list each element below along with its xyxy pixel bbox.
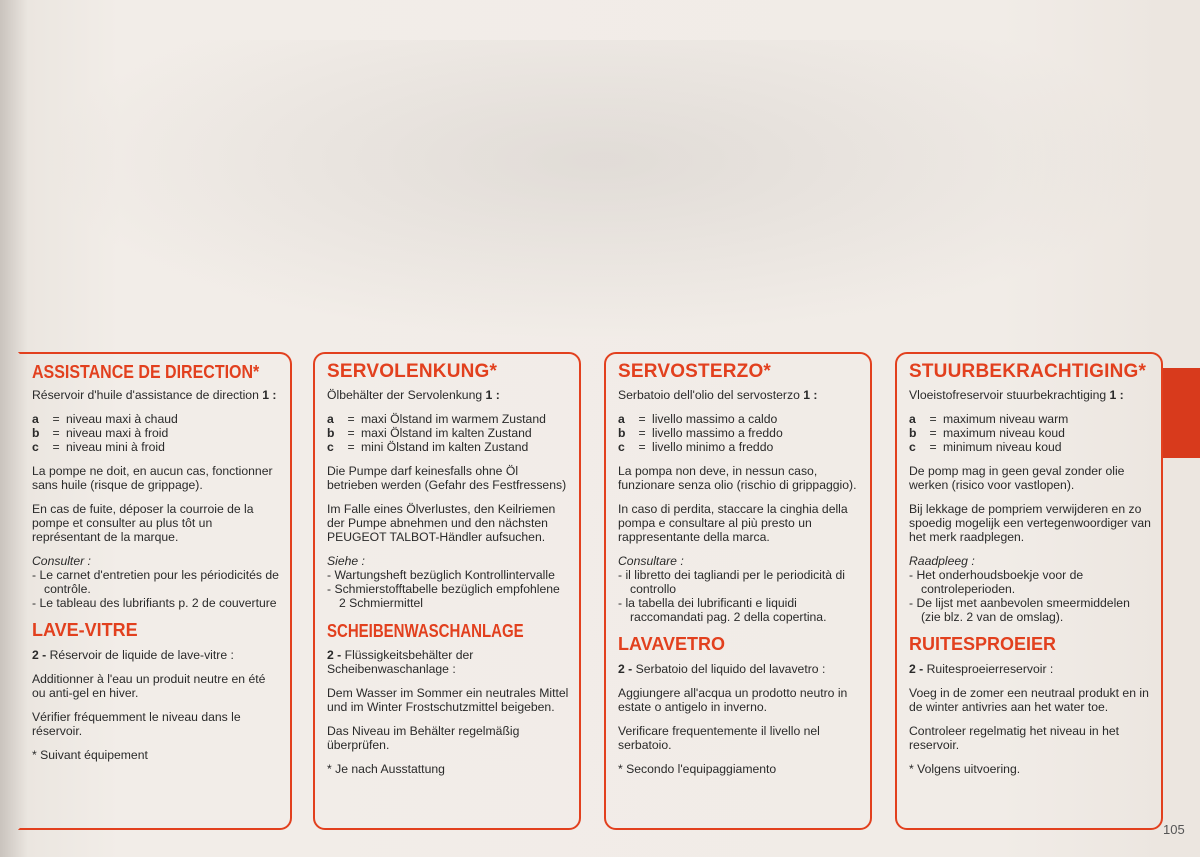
paragraph: Die Pumpe darf keinesfalls ohne Öl betrieben werden (Gefahr des Festfressens): [327, 464, 567, 492]
section-title: SERVOSTERZO*: [618, 361, 772, 382]
list-item: - il libretto dei tagliandi per le periodicità di controllo: [618, 568, 860, 596]
spec-c: c = minimum niveau koud: [909, 440, 1062, 454]
intro-text: Serbatoio dell'olio del servosterzo 1 :: [618, 388, 818, 402]
paragraph: Additionner à l'eau un produit neutre en été ou anti-gel en hiver.: [32, 672, 266, 700]
paragraph: De pomp mag in geen geval zonder olie werken (risico voor vastlopen).: [909, 464, 1125, 492]
page-number: 105: [1163, 822, 1185, 837]
paragraph: La pompe ne doit, en aucun cas, fonctionner sans huile (risque de grippage).: [32, 464, 273, 492]
section-title: SERVOLENKUNG*: [327, 361, 498, 382]
consult-list: [909, 568, 1151, 624]
washer-ref: 2 - Serbatoio del liquido del lavavetro :: [618, 662, 826, 676]
column-dutch: [895, 352, 1163, 830]
list-item: - Le carnet d'entretien pour les périodicités de contrôle.: [32, 568, 280, 596]
paragraph: Voeg in de zomer een neutraal produkt en in de winter antivries aan het water toe.: [909, 686, 1149, 714]
consult-list: [32, 568, 280, 610]
column-german: [313, 352, 581, 830]
level-specs: [32, 412, 280, 454]
paragraph: Das Niveau im Behälter regelmäßig überprüfen.: [327, 724, 520, 752]
footnote: * Je nach Ausstattung: [327, 762, 445, 776]
consult-list: [618, 568, 860, 624]
level-specs: [618, 412, 860, 454]
consult-label: Consultare :: [618, 554, 684, 568]
spec-c: c = mini Ölstand im kalten Zustand: [327, 440, 529, 454]
level-specs: [327, 412, 569, 454]
list-item: - De lijst met aanbevolen smeermiddelen (zie blz. 2 van de omslag).: [909, 596, 1151, 624]
list-item: - la tabella dei lubrificanti e liquidi raccomandati pag. 2 della copertina.: [618, 596, 860, 624]
spec-a: a = maxi Ölstand im warmem Zustand: [327, 412, 546, 426]
intro-text: Réservoir d'huile d'assistance de direction 1 :: [32, 388, 277, 402]
washer-title: RUITESPROEIER: [909, 634, 1057, 654]
paragraph: En cas de fuite, déposer la courroie de la pompe et consulter au plus tôt un représentant de la marque.: [32, 502, 254, 544]
list-item: - Wartungsheft bezüglich Kontrollintervalle: [327, 568, 569, 582]
paragraph: Dem Wasser im Sommer ein neutrales Mittel und im Winter Frostschutzmittel beigeben.: [327, 686, 569, 714]
footnote: * Secondo l'equipaggiamento: [618, 762, 777, 776]
washer-ref: 2 - Flüssigkeitsbehälter der Scheibenwaschanlage :: [327, 648, 474, 676]
consult-label: Raadpleeg :: [909, 554, 975, 568]
washer-ref: 2 - Ruitesproeierreservoir :: [909, 662, 1054, 676]
spec-b: b = niveau maxi à froid: [32, 426, 169, 440]
paragraph: Aggiungere all'acqua un prodotto neutro in estate o antigelo in inverno.: [618, 686, 848, 714]
section-title: STUURBEKRACHTIGING*: [909, 361, 1147, 382]
spec-b: b = maxi Ölstand im kalten Zustand: [327, 426, 532, 440]
washer-ref: 2 - Réservoir de liquide de lave-vitre :: [32, 648, 234, 662]
washer-title: LAVE-VITRE: [32, 620, 138, 640]
column-french: [18, 352, 292, 830]
spec-c: c = niveau mini à froid: [32, 440, 165, 454]
paragraph: Bij lekkage de pompriem verwijderen en zo spoedig mogelijk een vertegenwoordiger van het merk raadplegen.: [909, 502, 1151, 544]
paragraph: Verificare frequentemente il livello nel serbatoio.: [618, 724, 820, 752]
paragraph: Vérifier fréquemment le niveau dans le réservoir.: [32, 710, 241, 738]
consult-label: Consulter :: [32, 554, 91, 568]
spec-a: a = niveau maxi à chaud: [32, 412, 178, 426]
section-title: ASSISTANCE DE DIRECTION*: [32, 363, 260, 383]
spec-b: b = maximum niveau koud: [909, 426, 1065, 440]
list-item: - Het onderhoudsboekje voor de controleperioden.: [909, 568, 1151, 596]
level-specs: [909, 412, 1151, 454]
consult-label: Siehe :: [327, 554, 365, 568]
washer-title: SCHEIBENWASCHANLAGE: [327, 621, 524, 642]
footnote: * Volgens uitvoering.: [909, 762, 1021, 776]
paragraph: Controleer regelmatig het niveau in het reservoir.: [909, 724, 1120, 752]
consult-list: [327, 568, 569, 610]
spec-c: c = livello minimo a freddo: [618, 440, 774, 454]
footnote: * Suivant équipement: [32, 748, 148, 762]
blank-photo-area: [40, 40, 1160, 340]
section-tab: [1163, 368, 1200, 458]
intro-text: Vloeistofreservoir stuurbekrachtiging 1 :: [909, 388, 1124, 402]
list-item: - Le tableau des lubrifiants p. 2 de couverture: [32, 596, 280, 610]
paragraph: In caso di perdita, staccare la cinghia della pompa e consultare al più presto un rappresentante della marca.: [618, 502, 848, 544]
spec-a: a = livello massimo a caldo: [618, 412, 778, 426]
list-item: - Schmierstofftabelle bezüglich empfohlene 2 Schmiermittel: [327, 582, 569, 610]
paragraph: Im Falle eines Ölverlustes, den Keilriemen der Pumpe abnehmen und den nächsten PEUGEOT TALBOT-Händler aufsuchen.: [327, 502, 556, 544]
paragraph: La pompa non deve, in nessun caso, funzionare senza olio (rischio di grippaggio).: [618, 464, 857, 492]
intro-text: Ölbehälter der Servolenkung 1 :: [327, 388, 500, 402]
spec-a: a = maximum niveau warm: [909, 412, 1069, 426]
column-italian: [604, 352, 872, 830]
spec-b: b = livello massimo a freddo: [618, 426, 783, 440]
washer-title: LAVAVETRO: [618, 634, 725, 654]
